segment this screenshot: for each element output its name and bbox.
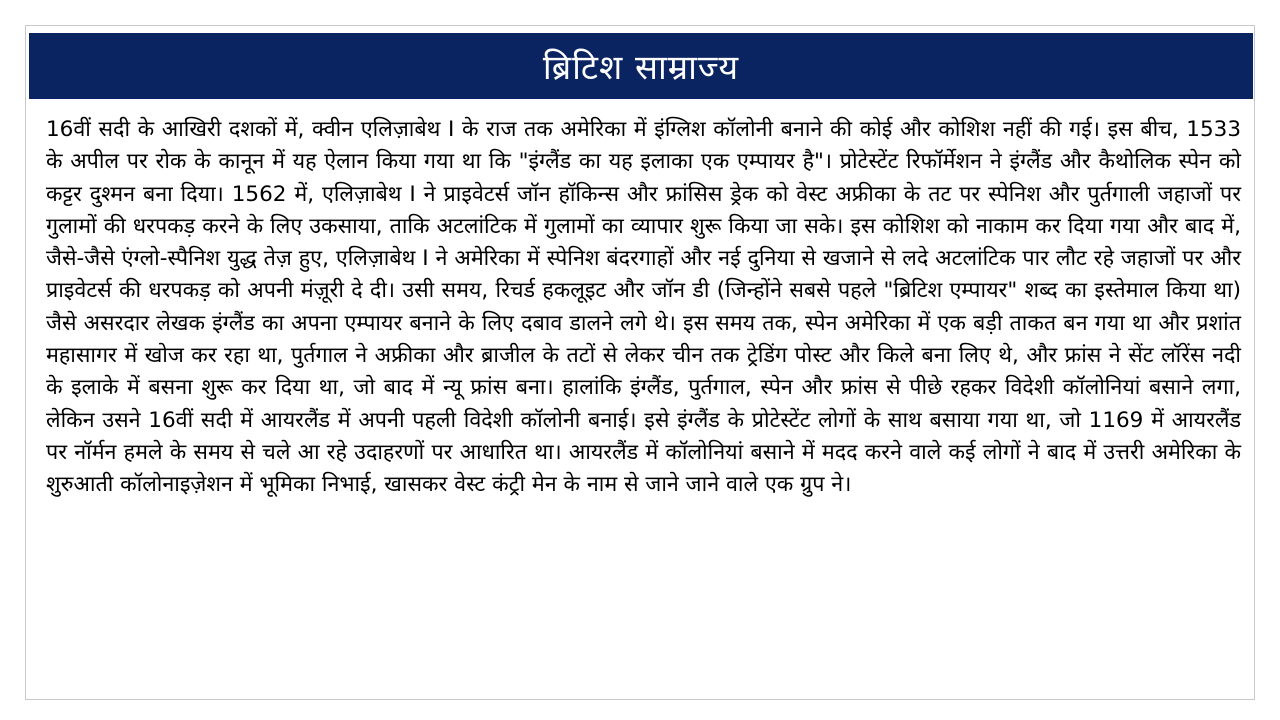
slide [25,25,1255,700]
slide-body-text: 16वीं सदी के आखिरी दशकों में, क्वीन एलिज़ाबेथ I के राज तक अमेरिका में इंग्लिश कॉलोनी बनाने की कोई और कोशिश नहीं की गई। इस बीच, 1533 के अपील पर रोक के कानून में यह ऐलान किया गया था कि "इंग्लैंड का यह इलाका एक एम्पायर है"। प्रोटेस्टेंट रिफॉर्मेशन ने इंग्लैंड और कैथोलिक स्पेन को कट्टर दुश्मन बना दिया। 1562 में, एलिज़ाबेथ I ने प्राइवेटर्स जॉन हॉकिन्स और फ्रांसिस ड्रेक को वेस्ट अफ्रीका के तट पर स्पेनिश और पुर्तगाली जहाजों पर गुलामों की धरपकड़ करने के लिए उकसाया, ताकि अटलांटिक में गुलामों का व्यापार शुरू किया जा सके। इस कोशिश को नाकाम कर दिया गया और बाद में, जैसे-जैसे एंग्लो-स्पैनिश युद्ध तेज़ हुए, एलिज़ाबेथ I ने अमेरिका में स्पेनिश बंदरगाहों और नई दुनिया से खजाने से लदे अटलांटिक पार लौट रहे जहाजों पर और प्राइवेटर्स की धरपकड़ को अपनी मंज़ूरी दे दी। उसी समय, रिचर्ड हकलूइट और जॉन डी (जिन्होंने सबसे पहले "ब्रिटिश एम्पायर" शब्द का इस्तेमाल किया था) जैसे असरदार लेखक इंग्लैंड का अपना एम्पायर बनाने के लिए दबाव डालने लगे थे। इस समय तक, स्पेन अमेरिका में एक बड़ी ताकत बन गया था और प्रशांत महासागर में खोज कर रहा था, पुर्तगाल ने अफ्रीका और ब्राजील के तटों से लेकर चीन तक ट्रेडिंग पोस्ट और किले बना लिए थे, और फ्रांस ने सेंट लॉरेंस नदी के इलाके में बसना शुरू कर दिया था, जो बाद में न्यू फ्रांस बना। हालांकि इंग्लैंड, पुर्तगाल, स्पेन और फ्रांस से पीछे रहकर विदेशी कॉलोनियां बसाने लगा, लेकिन उसने 16वीं सदी में आयरलैंड में अपनी पहली विदेशी कॉलोनी बनाई। इसे इंग्लैंड के प्रोटेस्टेंट लोगों के साथ बसाया गया था, जो 1169 में आयरलैंड पर नॉर्मन हमले के समय से चले आ रहे उदाहरणों पर आधारित था। आयरलैंड में कॉलोनियां बसाने में मदद करने वाले कई लोगों ने बाद में उत्तरी अमेरिका के शुरुआती कॉलोनाइज़ेशन में भूमिका निभाई, खासकर वेस्ट कंट्री मेन के नाम से जाने जाने वाले एक ग्रुप ने। [46,117,1241,498]
title-bar [29,33,1253,99]
slide-title: ब्रिटिश साम्राज्य [542,48,740,88]
